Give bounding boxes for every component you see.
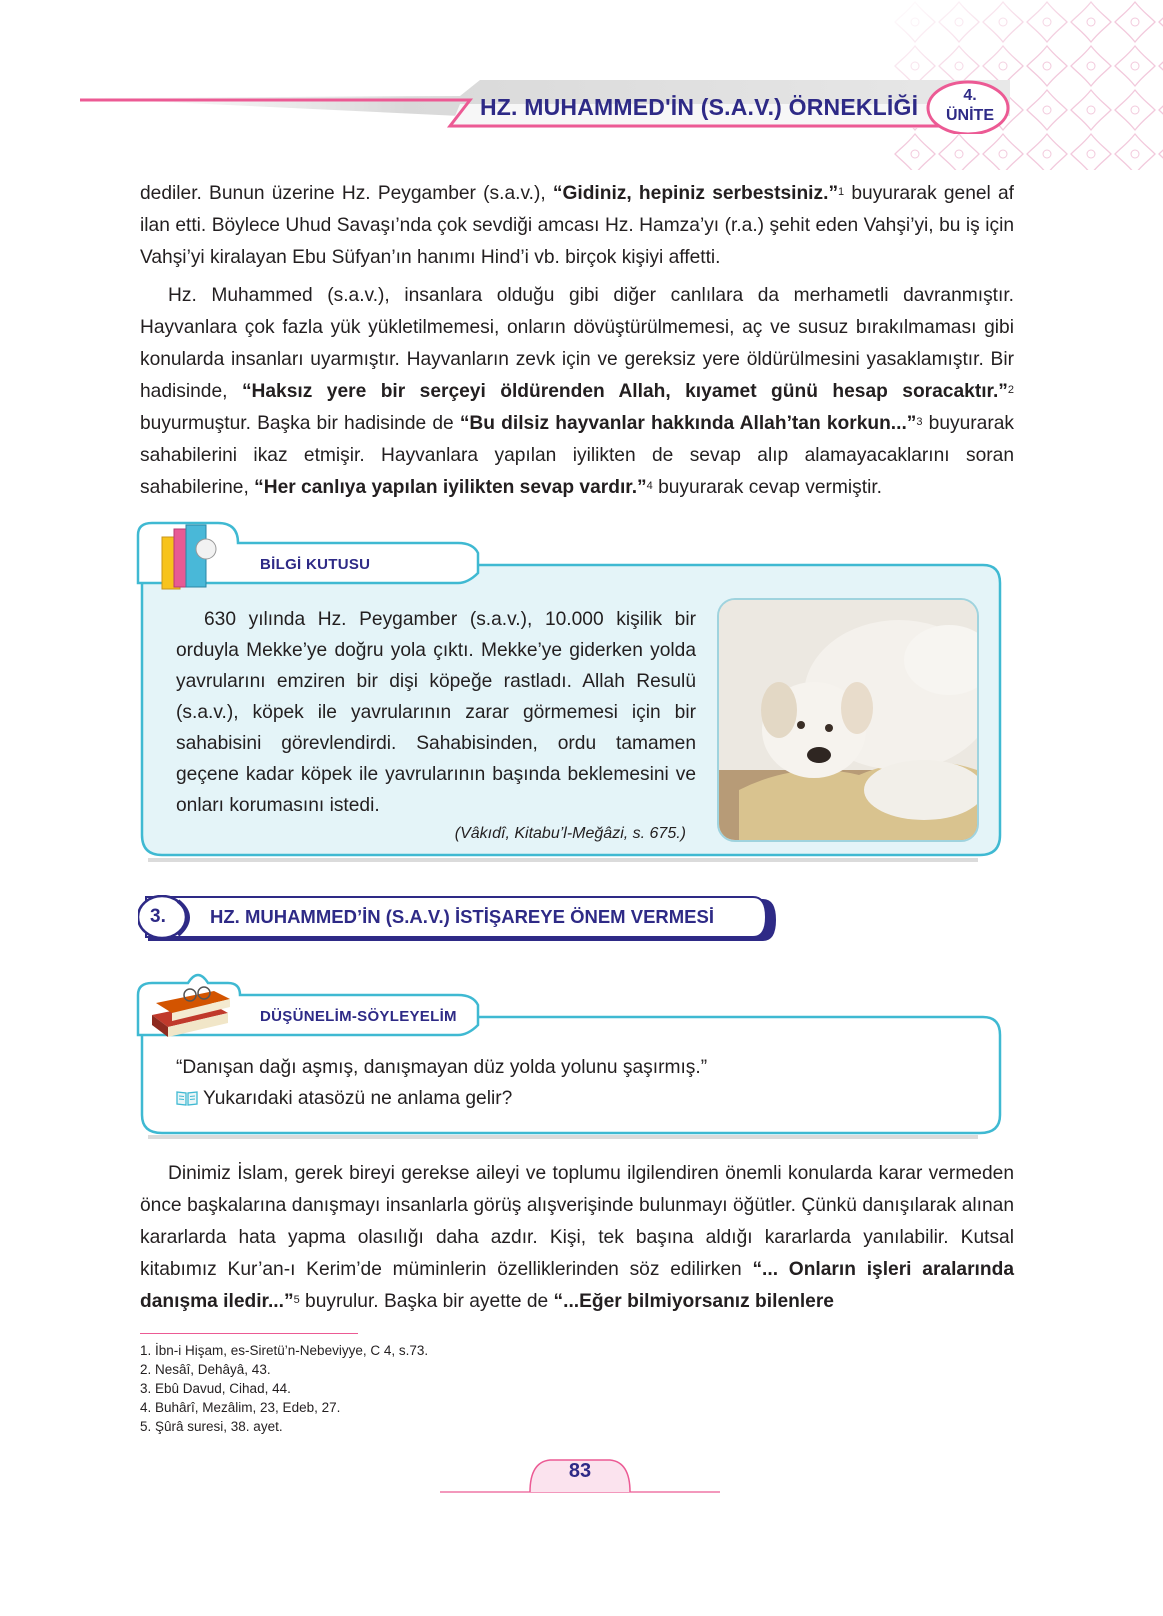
- body-text-bottom: [140, 1158, 1014, 1318]
- proverb: “Danışan dağı aşmış, danışmayan düz yolda yolunu şaşırmış.”: [176, 1057, 708, 1078]
- open-book-icon: [176, 1090, 198, 1106]
- unit-badge: [935, 86, 1005, 126]
- paragraph-1: dediler. Bunun üzerine Hz. Peygamber (s.a.v.), “Gidiniz, hepiniz serbestsiniz.”$^1$ buyurarak genel af ilan etti. Böylece Uhud Savaşı’nda çok sevdiği amcası Hz. Hamza’yı (r.a.) şehit eden Vahşi’yi, bu iş için Vahşi’yi kiralayan Ebu Süfyan’ın hanımı Hind’i vb. birçok kişiyi affetti.: [140, 183, 1015, 268]
- footnote-item: 4. Buhârî, Mezâlim, 23, Edeb, 27.: [140, 1400, 341, 1415]
- info-box-reference: (Vâkıdî, Kitabu’l-Meğâzi, s. 675.): [454, 825, 686, 842]
- think-box-text: [176, 1052, 976, 1114]
- footnote-item: 2. Nesâî, Dehâyâ, 43.: [140, 1362, 271, 1377]
- think-box-title: DÜŞÜNELİM-SÖYLEYELİM: [260, 1008, 457, 1025]
- footnote-item: 5. Şûrâ suresi, 38. ayet.: [140, 1419, 283, 1434]
- header-title: HZ. MUHAMMED'İN (S.A.V.) ÖRNEKLİĞİ: [480, 94, 919, 120]
- section-title: HZ. MUHAMMED’İN (S.A.V.) İSTİŞAREYE ÖNEM VERMESİ: [210, 906, 714, 927]
- unit-number: 4.: [963, 87, 977, 104]
- footnote-item: 1. İbn-i Hişam, es-Siretü’n-Nebeviyye, C 4, s.73.: [140, 1343, 429, 1358]
- think-question: Yukarıdaki atasözü ne anlama gelir?: [176, 1083, 976, 1114]
- section-number: 3.: [150, 906, 166, 927]
- puppy-photo: [717, 598, 979, 842]
- info-box-title: BİLGİ KUTUSU: [260, 556, 371, 573]
- unit-label: ÜNİTE: [946, 107, 994, 124]
- info-box-text: 630 yılında Hz. Peygamber (s.a.v.), 10.000 kişilik bir orduyla Mekke’ye doğru yola çıktı. Mekke’ye giderken yolda yavrularını emziren bir dişi köpeğe rastladı. Allah Resulü (s.a.v.), köpek ile yavrularının zarar görmemesi için bir sahabisini görevlendirdi. Sahabisinden, ordu tamamen geçene kadar köpek ile yavrularının başında beklemesini ve onları korumasını istedi. (Vâkıdî, Kitabu’l-Meğâzi, s. 675.): [176, 604, 696, 847]
- footnote-item: 3. Ebû Davud, Cihad, 44.: [140, 1381, 291, 1396]
- page-number: 83: [568, 1460, 592, 1482]
- paragraph-3: Dinimiz İslam, gerek bireyi gerekse aileyi ve toplumu ilgilendiren önemli konularda karar vermeden önce başkalarına danışmayı insanlarla görüş alışverişinde bulunmayı öğütler. Çünkü danışılarak alınan kararlarda hata yapma olasılığı daha azdır. Kişi, tek başına aldığı kararlarda yanılabilir. Kutsal kitabımız Kur’an-ı Kerim’de müminlerin özelliklerinden söz edilirken “... Onların işleri aralarında danışma iledir...”$^5$ buyrulur. Başka bir ayette de “...Eğer bilmiyorsanız bilenlere: [140, 1163, 1014, 1312]
- body-text-top: [140, 178, 1014, 504]
- footnote-divider: [140, 1333, 358, 1334]
- footnotes: [140, 1341, 428, 1436]
- paragraph-2: Hz. Muhammed (s.a.v.), insanlara olduğu gibi diğer canlılara da merhametli davranmıştır. Hayvanlara çok fazla yük yükletilmemesi, onların dövüştürülmemesi, aç ve susuz bırakılmaması gibi konularda insanları uyarmıştır. Hayvanların zevk için ve gereksiz yere öldürülmesini yasaklamıştır. Bir hadisinde, “Haksız yere bir serçeyi öldürenden Allah, kıyamet günü hesap soracaktır.”$^2$ buyurmuştur. Başka bir hadisinde de “Bu dilsiz hayvanlar hakkında Allah’tan korkun...”$^3$ buyurarak sahabilerini ikaz etmişir. Hayvanlara yapılan iyilikten de sevap alıp alamayacaklarını soran sahabilerine, “Her canlıya yapılan iyilikten sevap vardır.”$^4$ buyurarak cevap vermiştir.: [140, 285, 1014, 498]
